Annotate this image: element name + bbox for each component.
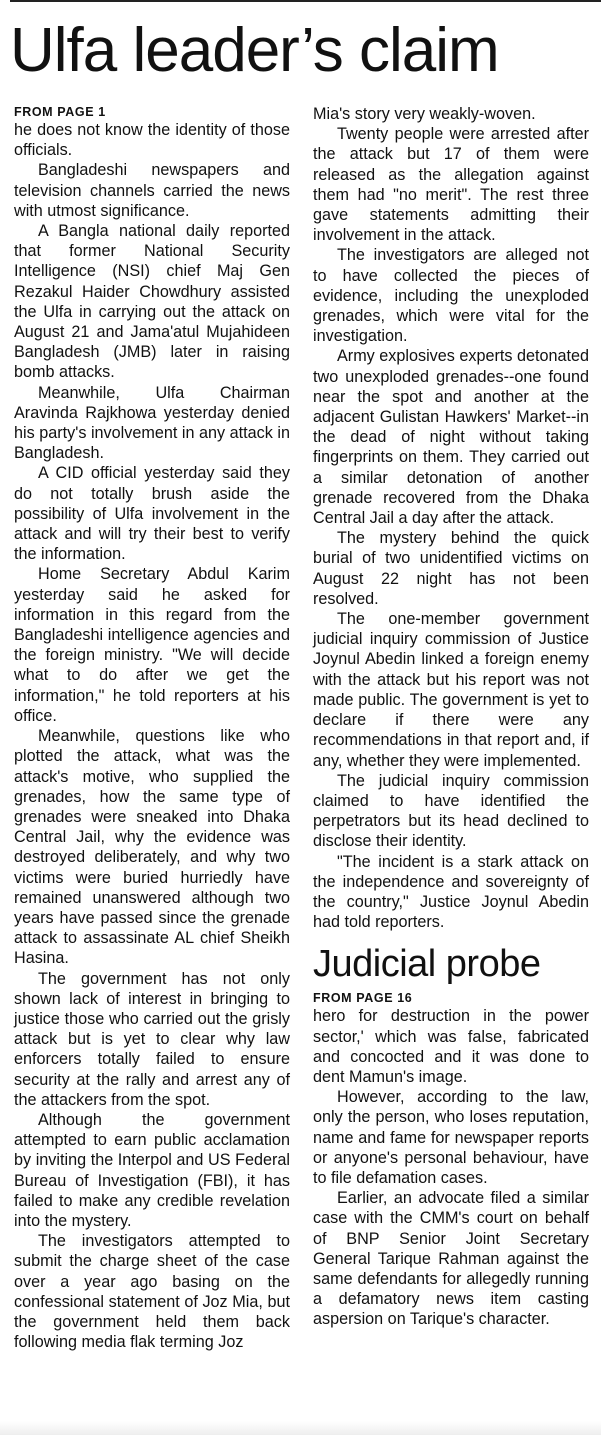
paragraph: Home Secretary Abdul Karim yesterday said he asked for information in this regard from the Bangladeshi intelligence agencies and the foreign ministry. "We will decide what to do after we get the information," he told reporters at his office. [14,565,290,725]
paragraph: However, according to the law, only the person, who loses reputation, name and fame for newspaper reports or anyone's personal behaviour, have to file defamation cases. [313,1088,589,1187]
paragraph: A CID official yesterday said they do not totally brush aside the possibility of Ulfa involvement in the attack and will try their best to verify the information. [14,464,290,564]
right-column [313,104,589,1330]
from-page-label: FROM PAGE 1 [14,105,106,119]
second-article-headline: Judicial probe [313,943,541,986]
from-page-label-2: FROM PAGE 16 [313,991,413,1006]
paragraph: Bangladeshi newspapers and television channels carried the news with utmost significance. [14,161,290,220]
paragraph: hero for destruction in the power sector,' which was false, fabricated and concocted and it was done to dent Mamun's image. [313,1007,589,1086]
paragraph: The investigators are alleged not to have collected the pieces of evidence, including the unexploded grenades, which were vital for the investigation. [313,246,589,346]
paragraph: The judicial inquiry commission claimed to have identified the perpetrators but its head declined to disclose their identity. [313,771,589,851]
paragraph: Meanwhile, Ulfa Chairman Aravinda Rajkhowa yesterday denied his party's involvement in any attack in Bangladesh. [14,383,290,463]
paragraph: The investigators attempted to submit the charge sheet of the case over a year ago basing on the confessional statement of Joz Mia, but the government held them back following media flak terming Joz [14,1232,290,1352]
paragraph: Mia's story very weakly-woven. [313,105,536,123]
page-bottom-shadow [0,1421,601,1435]
left-column [14,104,290,1352]
paragraph: he does not know the identity of those officials. [14,121,290,160]
paragraph: "The incident is a stark attack on the independence and sovereignty of the country," Justice Joynul Abedin had told reporters. [313,852,589,932]
paragraph: Earlier, an advocate filed a similar case with the CMM's court on behalf of BNP Senior Joint Secretary General Tarique Rahman against the same defendants for allegedly running a defamatory news item casting aspersion on Tarique's character. [313,1189,589,1329]
paragraph: The government has not only shown lack of interest in bringing to justice those who carried out the grisly attack but is yet to clear why law enforcers totally failed to ensure security at the rally and arrest any of the attackers from the spot. [14,969,290,1109]
article-headline: Ulfa leader’s claim [10,16,499,85]
paragraph: The one-member government judicial inquiry commission of Justice Joynul Abedin linked a foreign enemy with the attack but his report was not made public. The government is yet to declare if there were any recommendations in that report and, if any, whether they were implemented. [313,610,589,770]
paragraph: Although the government attempted to earn public acclamation by inviting the Interpol and US Federal Bureau of Investigation (FBI), it has failed to make any credible revelation into the mystery. [14,1110,290,1230]
paragraph: A Bangla national daily reported that former National Security Intelligence (NSI) chief Maj Gen Rezakul Haider Chowdhury assisted the Ulfa in carrying out the attack on August 21 and Jama'atul Mujahideen Bangladesh (JMB) later in raising bomb attacks. [14,222,290,382]
top-rule [10,0,601,2]
paragraph: Army explosives experts detonated two unexploded grenades--one found near the spot and another at the adjacent Gulistan Hawkers' Market--in the dead of night without taking fingerprints on them. They carried out a similar detonation of another grenade recovered from the Dhaka Central Jail a day after the attack. [313,347,589,528]
paragraph: Meanwhile, questions like who plotted the attack, what was the attack's motive, who supplied the grenades, how the same type of grenades were sneaked into Dhaka Central Jail, why the evidence was destroyed deliberately, and why two victims were buried hurriedly have remained unanswered although two years have passed since the grenade attack to assassinate AL chief Sheikh Hasina. [14,727,290,968]
paragraph: The mystery behind the quick burial of two unidentified victims on August 22 night has not been resolved. [313,529,589,608]
paragraph: Twenty people were arrested after the attack but 17 of them were released as the allegation against them had "no merit". The rest three gave statements admitting their involvement in the attack. [313,125,589,245]
